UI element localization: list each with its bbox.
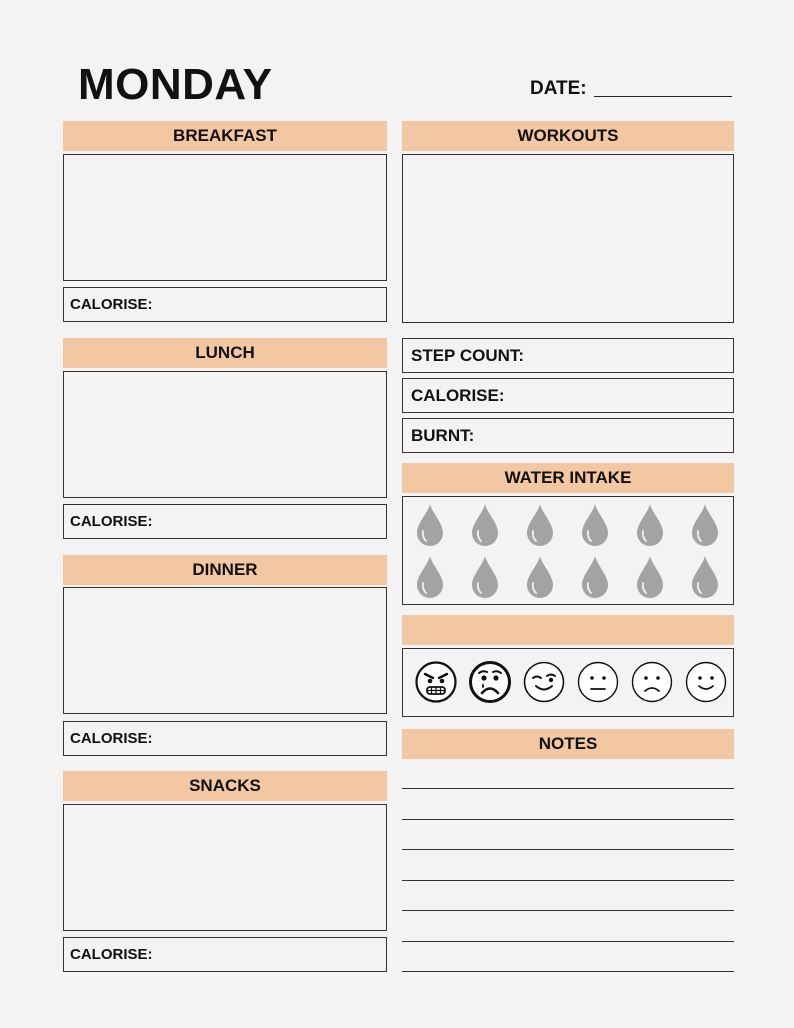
water-drop-icon[interactable] [580,555,610,599]
water-drop-icon[interactable] [415,555,445,599]
neutral-face-icon[interactable] [576,660,620,704]
workouts-header: WORKOUTS [402,121,734,151]
notes-line[interactable] [402,819,734,820]
snacks-entry-box[interactable] [63,804,387,931]
mood-header [402,615,734,645]
water-drop-icon[interactable] [525,503,555,547]
crying-face-icon[interactable] [468,660,512,704]
winking-face-icon[interactable] [522,660,566,704]
burnt-field[interactable]: BURNT: [402,418,734,453]
breakfast-calories-field[interactable]: CALORISE: [63,287,387,322]
water-drop-icon[interactable] [470,555,500,599]
sad-face-icon[interactable] [630,660,674,704]
snacks-header: SNACKS [63,771,387,801]
water-drop-icon[interactable] [415,503,445,547]
notes-line[interactable] [402,971,734,972]
lunch-calories-field[interactable]: CALORISE: [63,504,387,539]
water-drop-icon[interactable] [580,503,610,547]
breakfast-entry-box[interactable] [63,154,387,281]
water-drop-icon[interactable] [635,503,665,547]
notes-line[interactable] [402,788,734,789]
lunch-header: LUNCH [63,338,387,368]
water-drop-icon[interactable] [690,503,720,547]
lunch-entry-box[interactable] [63,371,387,498]
page-title: MONDAY [78,60,273,109]
date-label: DATE: [530,78,587,99]
breakfast-header: BREAKFAST [63,121,387,151]
notes-line[interactable] [402,880,734,881]
water-drop-icon[interactable] [470,503,500,547]
dinner-calories-field[interactable]: CALORISE: [63,721,387,756]
water-intake-tracker [402,496,734,605]
notes-line[interactable] [402,910,734,911]
notes-line[interactable] [402,849,734,850]
water-drop-icon[interactable] [690,555,720,599]
date-field[interactable] [594,96,732,97]
dinner-entry-box[interactable] [63,587,387,714]
workouts-entry-box[interactable] [402,154,734,323]
water-intake-header: WATER INTAKE [402,463,734,493]
water-drop-icon[interactable] [525,555,555,599]
snacks-calories-field[interactable]: CALORISE: [63,937,387,972]
workout-calories-field[interactable]: CALORISE: [402,378,734,413]
dinner-header: DINNER [63,555,387,585]
happy-face-icon[interactable] [684,660,728,704]
step-count-field[interactable]: STEP COUNT: [402,338,734,373]
notes-header: NOTES [402,729,734,759]
angry-face-icon[interactable] [414,660,458,704]
water-drop-icon[interactable] [635,555,665,599]
notes-line[interactable] [402,941,734,942]
mood-tracker [402,648,734,717]
